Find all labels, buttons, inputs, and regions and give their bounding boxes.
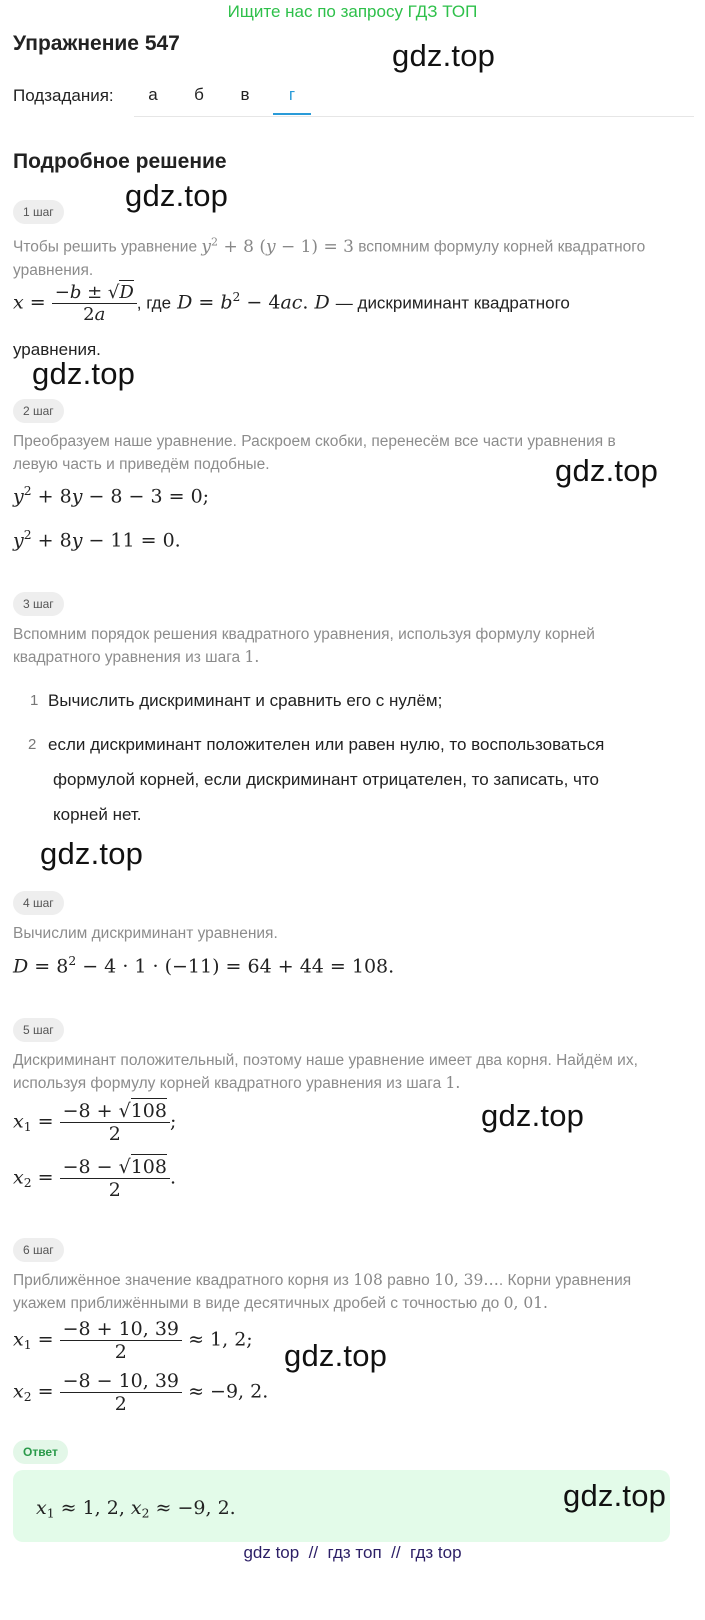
equation: $x_2$ = $\frac{-8 - 10, 39}{2}$ ≈ −9, 2. bbox=[13, 1370, 269, 1415]
equation: $x_1$ = $\frac{-8 + √108}{2}$ ; bbox=[13, 1100, 177, 1145]
step-text: Вспомним порядок решения квадратного уравнения, используя формулу корней квадратного уравнения из шага 1. bbox=[13, 626, 595, 666]
watermark: gdz.top bbox=[481, 1098, 585, 1133]
equation: $y^2 + 8y - 8 - 3 = 0$; bbox=[13, 484, 210, 508]
equation: $x_2$ = $\frac{-8 - √108}{2}$ . bbox=[13, 1156, 177, 1201]
watermark: gdz.top bbox=[32, 356, 136, 391]
promo-banner[interactable]: Ищите нас по запросу ГДЗ ТОП bbox=[227, 2, 478, 21]
subtasks-label: Подзадания: bbox=[13, 86, 114, 105]
watermark: gdz.top bbox=[284, 1338, 388, 1373]
tab-b[interactable]: б bbox=[194, 85, 204, 104]
equation: $x_1$ = $\frac{-8 + 10, 39}{2}$ ≈ 1, 2; bbox=[13, 1318, 253, 1363]
answer-badge: Ответ bbox=[13, 1440, 68, 1464]
footer-links[interactable]: gdz top // гдз топ // гдз top bbox=[243, 1543, 462, 1562]
watermark: gdz.top bbox=[125, 178, 229, 213]
step-text: Чтобы решить уравнение $y^2 + 8$ (y − 1) = 3 вспомним формулу корней квадратного уравнения. bbox=[13, 235, 646, 279]
step-badge: 5 шаг bbox=[13, 1018, 64, 1042]
list-item: если дискриминант положителен или равен нулю, то воспользоваться bbox=[48, 735, 605, 754]
step-badge: 2 шаг bbox=[13, 399, 64, 423]
tab-g[interactable]: г bbox=[273, 78, 311, 115]
step-text: Приближённое значение квадратного корня из 108 равно 10, 39…. Корни уравнения укажем приближёнными в виде десятичных дробей с точностью до 0, 01. bbox=[13, 1271, 632, 1312]
equation: $y^2 + 8y - 11 = 0$. bbox=[13, 528, 181, 552]
step-text: уравнения. bbox=[13, 340, 101, 359]
page-title: Упражнение 547 bbox=[13, 32, 180, 55]
list-number: 1 bbox=[30, 692, 39, 709]
list-item: Вычислить дискриминант и сравнить его с нулём; bbox=[48, 691, 443, 710]
tab-a[interactable]: а bbox=[148, 85, 158, 104]
list-item: корней нет. bbox=[53, 805, 142, 824]
subtask-tabs bbox=[134, 78, 694, 117]
step-text: Дискриминант положительный, поэтому наше уравнение имеет два корня. Найдём их, используя формулу корней квадратного уравнения из шага 1. bbox=[13, 1052, 638, 1092]
step-badge: 3 шаг bbox=[13, 592, 64, 616]
watermark: gdz.top bbox=[555, 453, 659, 488]
list-number: 2 bbox=[28, 736, 37, 753]
watermark: gdz.top bbox=[392, 38, 496, 73]
step-badge: 6 шаг bbox=[13, 1238, 64, 1262]
section-title: Подробное решение bbox=[13, 150, 227, 173]
tab-v[interactable]: в bbox=[240, 85, 250, 104]
root-formula: x = $\frac{-b \pm √D}{2a}$ , где $D = b^2 - 4ac$. D — дискриминант квадратного bbox=[13, 282, 570, 325]
step-text: Преобразуем наше уравнение. Раскроем скобки, перенесём все части уравнения в левую часть и приведём подобные. bbox=[13, 433, 616, 473]
list-item: формулой корней, если дискриминант отрицателен, то записать, что bbox=[53, 770, 599, 789]
watermark: gdz.top bbox=[563, 1478, 667, 1513]
step-badge: 4 шаг bbox=[13, 891, 64, 915]
equation: $D = 8^2 - 4 \cdot 1 \cdot (-11) = 64 + 44 = 108$. bbox=[13, 954, 395, 978]
step-badge: 1 шаг bbox=[13, 200, 64, 224]
answer-equation: $x_1 \approx 1$, 2, $x_2 \approx -9$, 2. bbox=[36, 1497, 236, 1521]
watermark: gdz.top bbox=[40, 836, 144, 871]
step-text: Вычислим дискриминант уравнения. bbox=[13, 925, 278, 942]
